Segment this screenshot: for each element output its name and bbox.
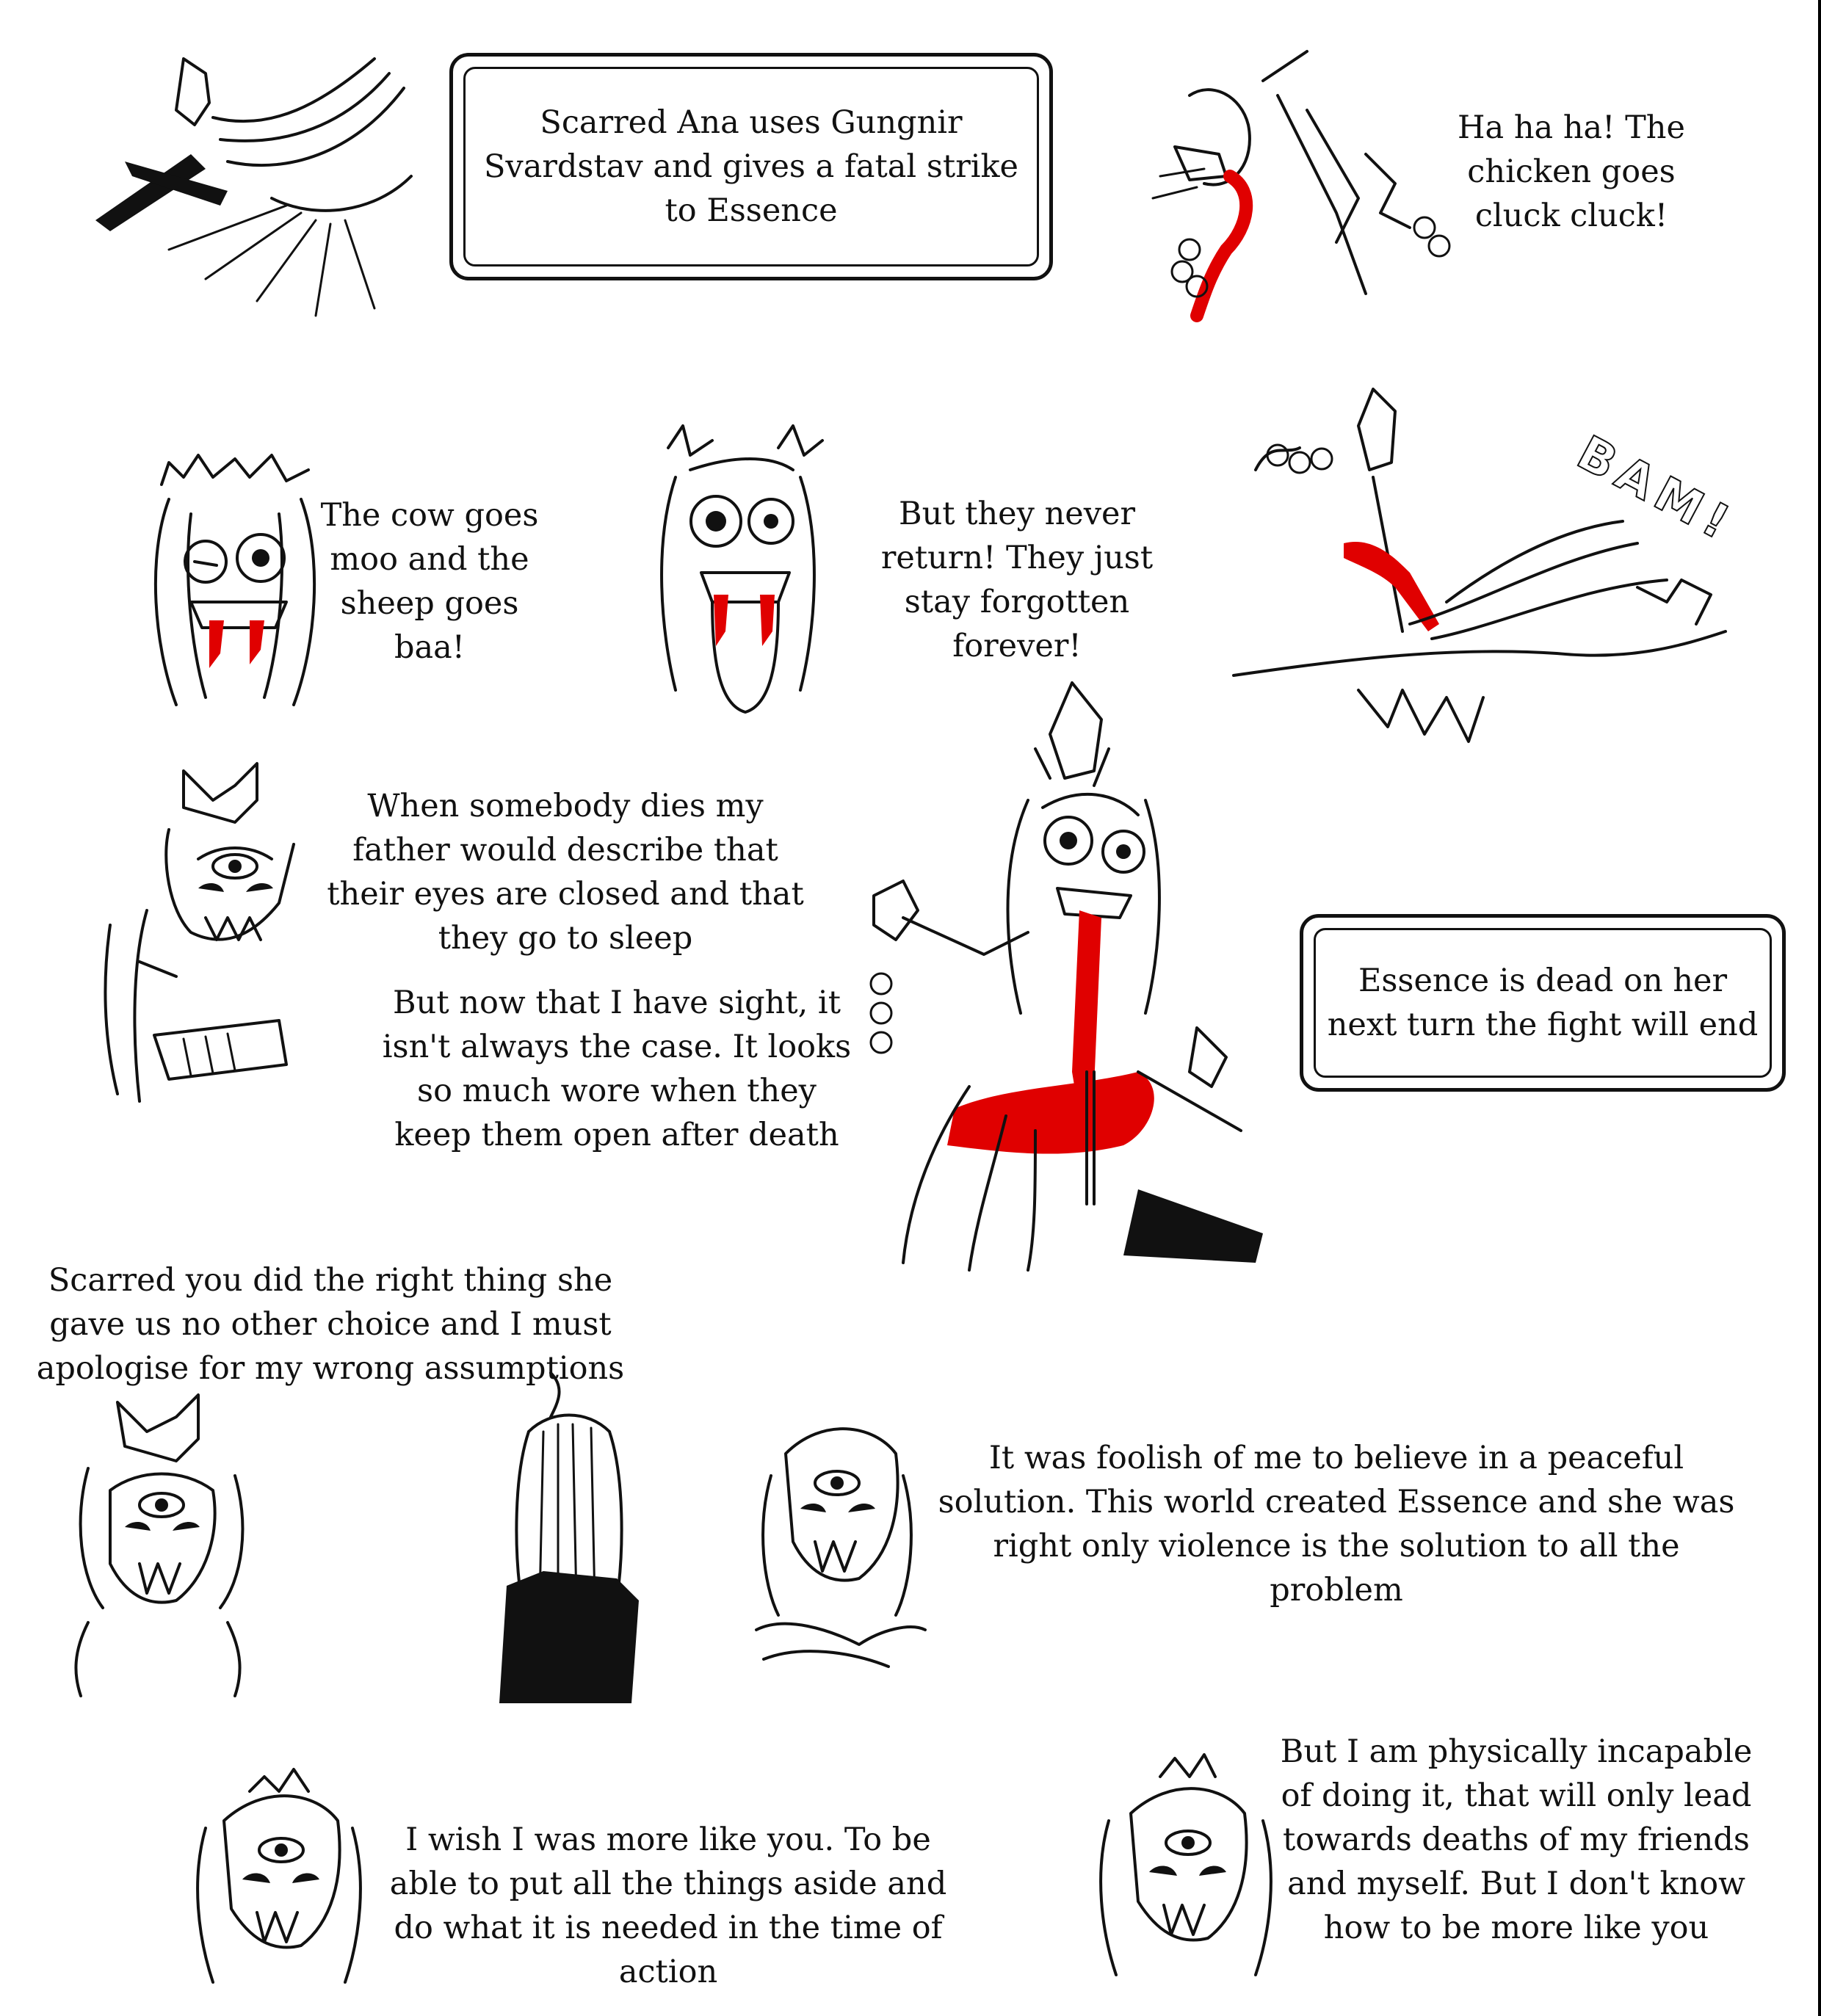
bam-impact-illustration	[1226, 382, 1745, 749]
caption-strike	[449, 53, 1053, 280]
page-right-border	[1818, 0, 1821, 2016]
masked-girl-portrait-left	[184, 1769, 374, 1997]
caption-strike-text: Scarred Ana uses Gungnir Svardstav and gives a fatal strike to Essence	[483, 104, 1019, 229]
caption-dead	[1300, 914, 1786, 1092]
dialogue-never-return: But they never return! They just stay forgotten forever!	[880, 496, 1154, 664]
essence-face-screaming	[646, 426, 830, 719]
dialogue-cow: The cow goes moo and the sheep goes baa!	[320, 497, 539, 666]
bam-sound-effect: BAM!	[1568, 426, 1745, 554]
dialogue-right-thing: Scarred you did the right thing she gave us no other choice and I must apologise for my wrong assumptions	[36, 1262, 625, 1387]
dialogue-chicken: Ha ha ha! The chicken goes cluck cluck!	[1458, 109, 1685, 234]
dialogue-incapable: But I am physically incapable of doing it, that will only lead towards deaths of my friends and myself. But I don't know how to be more like you	[1280, 1733, 1753, 1946]
essence-dying-illustration	[859, 675, 1270, 1277]
caption-dead-text: Essence is dead on her next turn the fight will end	[1327, 962, 1759, 1043]
cloaked-figure-back	[485, 1366, 661, 1703]
masked-hug-illustration	[88, 756, 323, 1109]
essence-face-bloody	[140, 455, 330, 719]
masked-girl-standing	[59, 1388, 257, 1696]
spear-thrust-illustration	[81, 44, 426, 323]
dialogue-father: When somebody dies my father would describe that their eyes are closed and that they go to sleep	[327, 788, 804, 957]
dialogue-wish: I wish I was more like you. To be able to put all the things aside and do what it is needed in the time of action	[389, 1821, 947, 1990]
bleeding-fall-illustration	[1145, 51, 1454, 345]
dialogue-sight: But now that I have sight, it isn't always the case. It looks so much wore when they keep them open after death	[382, 985, 852, 1153]
masked-girl-portrait-right	[1087, 1755, 1285, 1997]
dialogue-foolish: It was foolish of me to believe in a peaceful solution. This world created Essence and she was right only violence is the solution to all the problem	[938, 1440, 1735, 1609]
masked-girl-arms-crossed	[742, 1410, 933, 1689]
